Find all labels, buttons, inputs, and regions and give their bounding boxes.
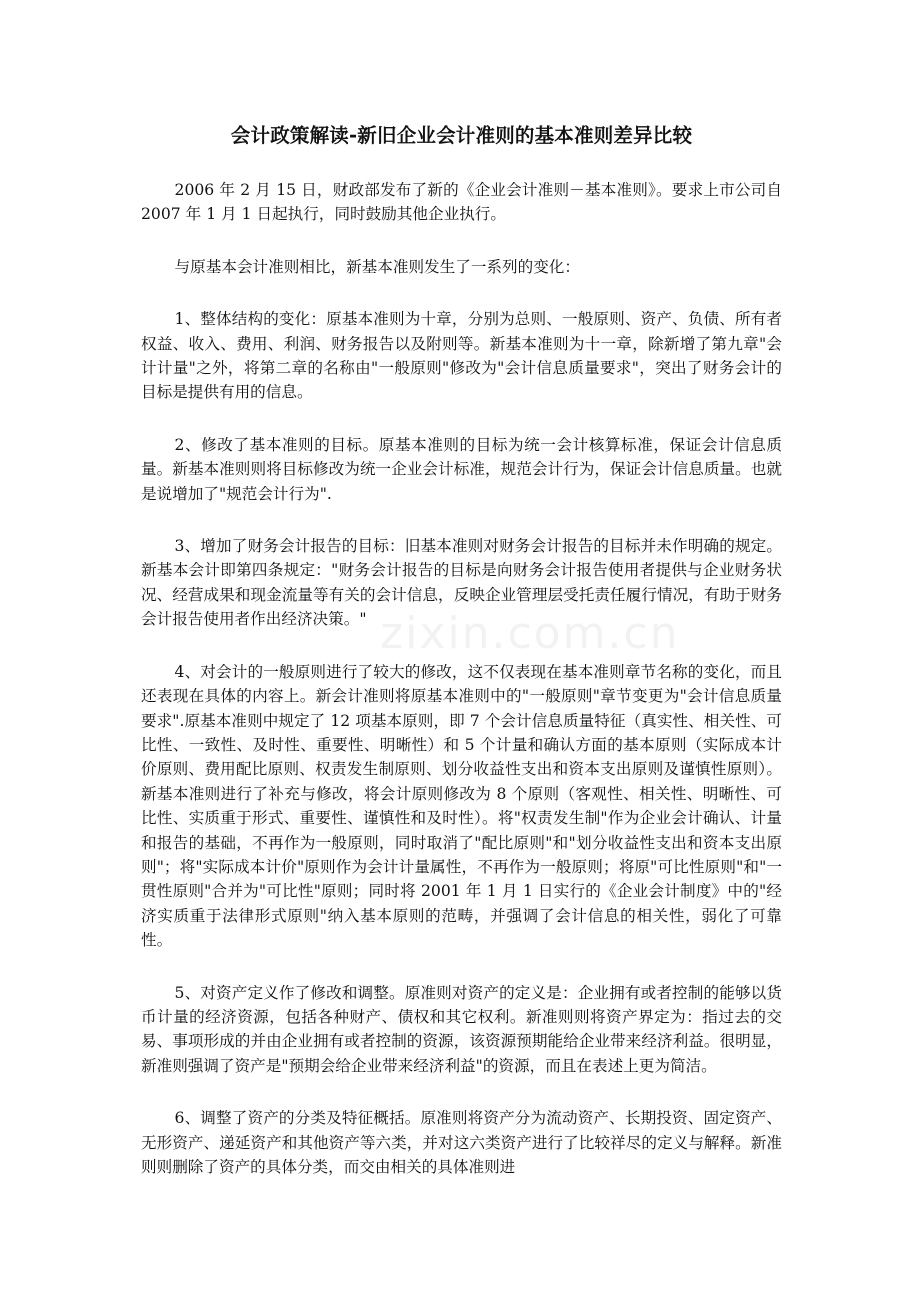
- paragraph-item-3: 3、增加了财务会计报告的目标：旧基本准则对财务会计报告的目标并未作明确的规定。新基本会计即第四条规定："财务会计报告的目标是向财务会计报告使用者提供与企业财务状况、经营成果和现金流量等有关的会计信息，反映企业管理层受托责任履行情况，有助于财务会计报告使用者作出经济决策。": [141, 537, 782, 629]
- document-body: [141, 178, 782, 1179]
- document-page: [141, 0, 782, 1207]
- watermark: zixin.com.cn: [380, 608, 680, 659]
- paragraph-item-1: 1、整体结构的变化：原基本准则为十章，分别为总则、一般原则、资产、负债、所有者权益、收入、费用、利润、财务报告以及附则等。新基本准则为十一章，除新增了第九章"会计计量"之外，将第二章的名称由"一般原则"修改为"会计信息质量要求"，突出了财务会计的目标是提供有用的信息。: [141, 310, 782, 402]
- paragraph-item-4: 4、对会计的一般原则进行了较大的修改，这不仅表现在基本准则章节名称的变化，而且还表现在具体的内容上。新会计准则将原基本准则中的"一般原则"章节变更为"会计信息质量要求".原基本准则中规定了 12 项基本原则，即 7 个会计信息质量特征（真实性、相关性、可比性、一致性、及时性、重要性、明晰性）和 5 个计量和确认方面的基本原则（实际成本计价原则、费用配比原则、权责发生制原则、划分收益性支出和资本支出原则及谨慎性原则）。新基本准则进行了补充与修改，将会计原则修改为 8 个原则（客观性、相关性、明晰性、可比性、实质重于形式、重要性、谨慎性和及时性）。将"权责发生制"作为企业会计确认、计量和报告的基础，不再作为一般原则，同时取消了"配比原则"和"划分收益性支出和资本支出原则"；将"实际成本计价"原则作为会计计量属性，不再作为一般原则；将原"可比性原则"和"一贯性原则"合并为"可比性"原则；同时将 2001 年 1 月 1 日实行的《企业会计制度》中的"经济实质重于法律形式原则"纳入基本原则的范畴，并强调了会计信息的相关性，弱化了可靠性。: [141, 662, 782, 950]
- paragraph-summary: 与原基本会计准则相比，新基本准则发生了一系列的变化：: [174, 257, 580, 276]
- paragraph-item-6: 6、调整了资产的分类及特征概括。原准则将资产分为流动资产、长期投资、固定资产、无形资产、递延资产和其他资产等六类，并对这六类资产进行了比较祥尽的定义与解释。新准则则删除了资产的具体分类，而交由相关的具体准则进: [141, 1109, 782, 1176]
- paragraph-intro: 2006 年 2 月 15 日，财政部发布了新的《企业会计准则－基本准则》。要求上市公司自 2007 年 1 月 1 日起执行，同时鼓励其他企业执行。: [141, 181, 782, 224]
- paragraph-item-2: 2、修改了基本准则的目标。原基本准则的目标为统一会计核算标准，保证会计信息质量。新基本准则则将目标修改为统一企业会计标准，规范会计行为，保证会计信息质量。也就是说增加了"规范会计行为".: [141, 435, 782, 503]
- paragraph-item-5: 5、对资产定义作了修改和调整。原准则对资产的定义是：企业拥有或者控制的能够以货币计量的经济资源，包括各种财产、债权和其它权利。新准则则将资产界定为：指过去的交易、事项形成的并由企业拥有或者控制的资源，该资源预期能给企业带来经济利益。很明显，新准则强调了资产是"预期会给企业带来经济利益"的资源，而且在表述上更为简洁。: [141, 983, 782, 1075]
- document-title: 会计政策解读-新旧企业会计准则的基本准则差异比较: [230, 124, 693, 147]
